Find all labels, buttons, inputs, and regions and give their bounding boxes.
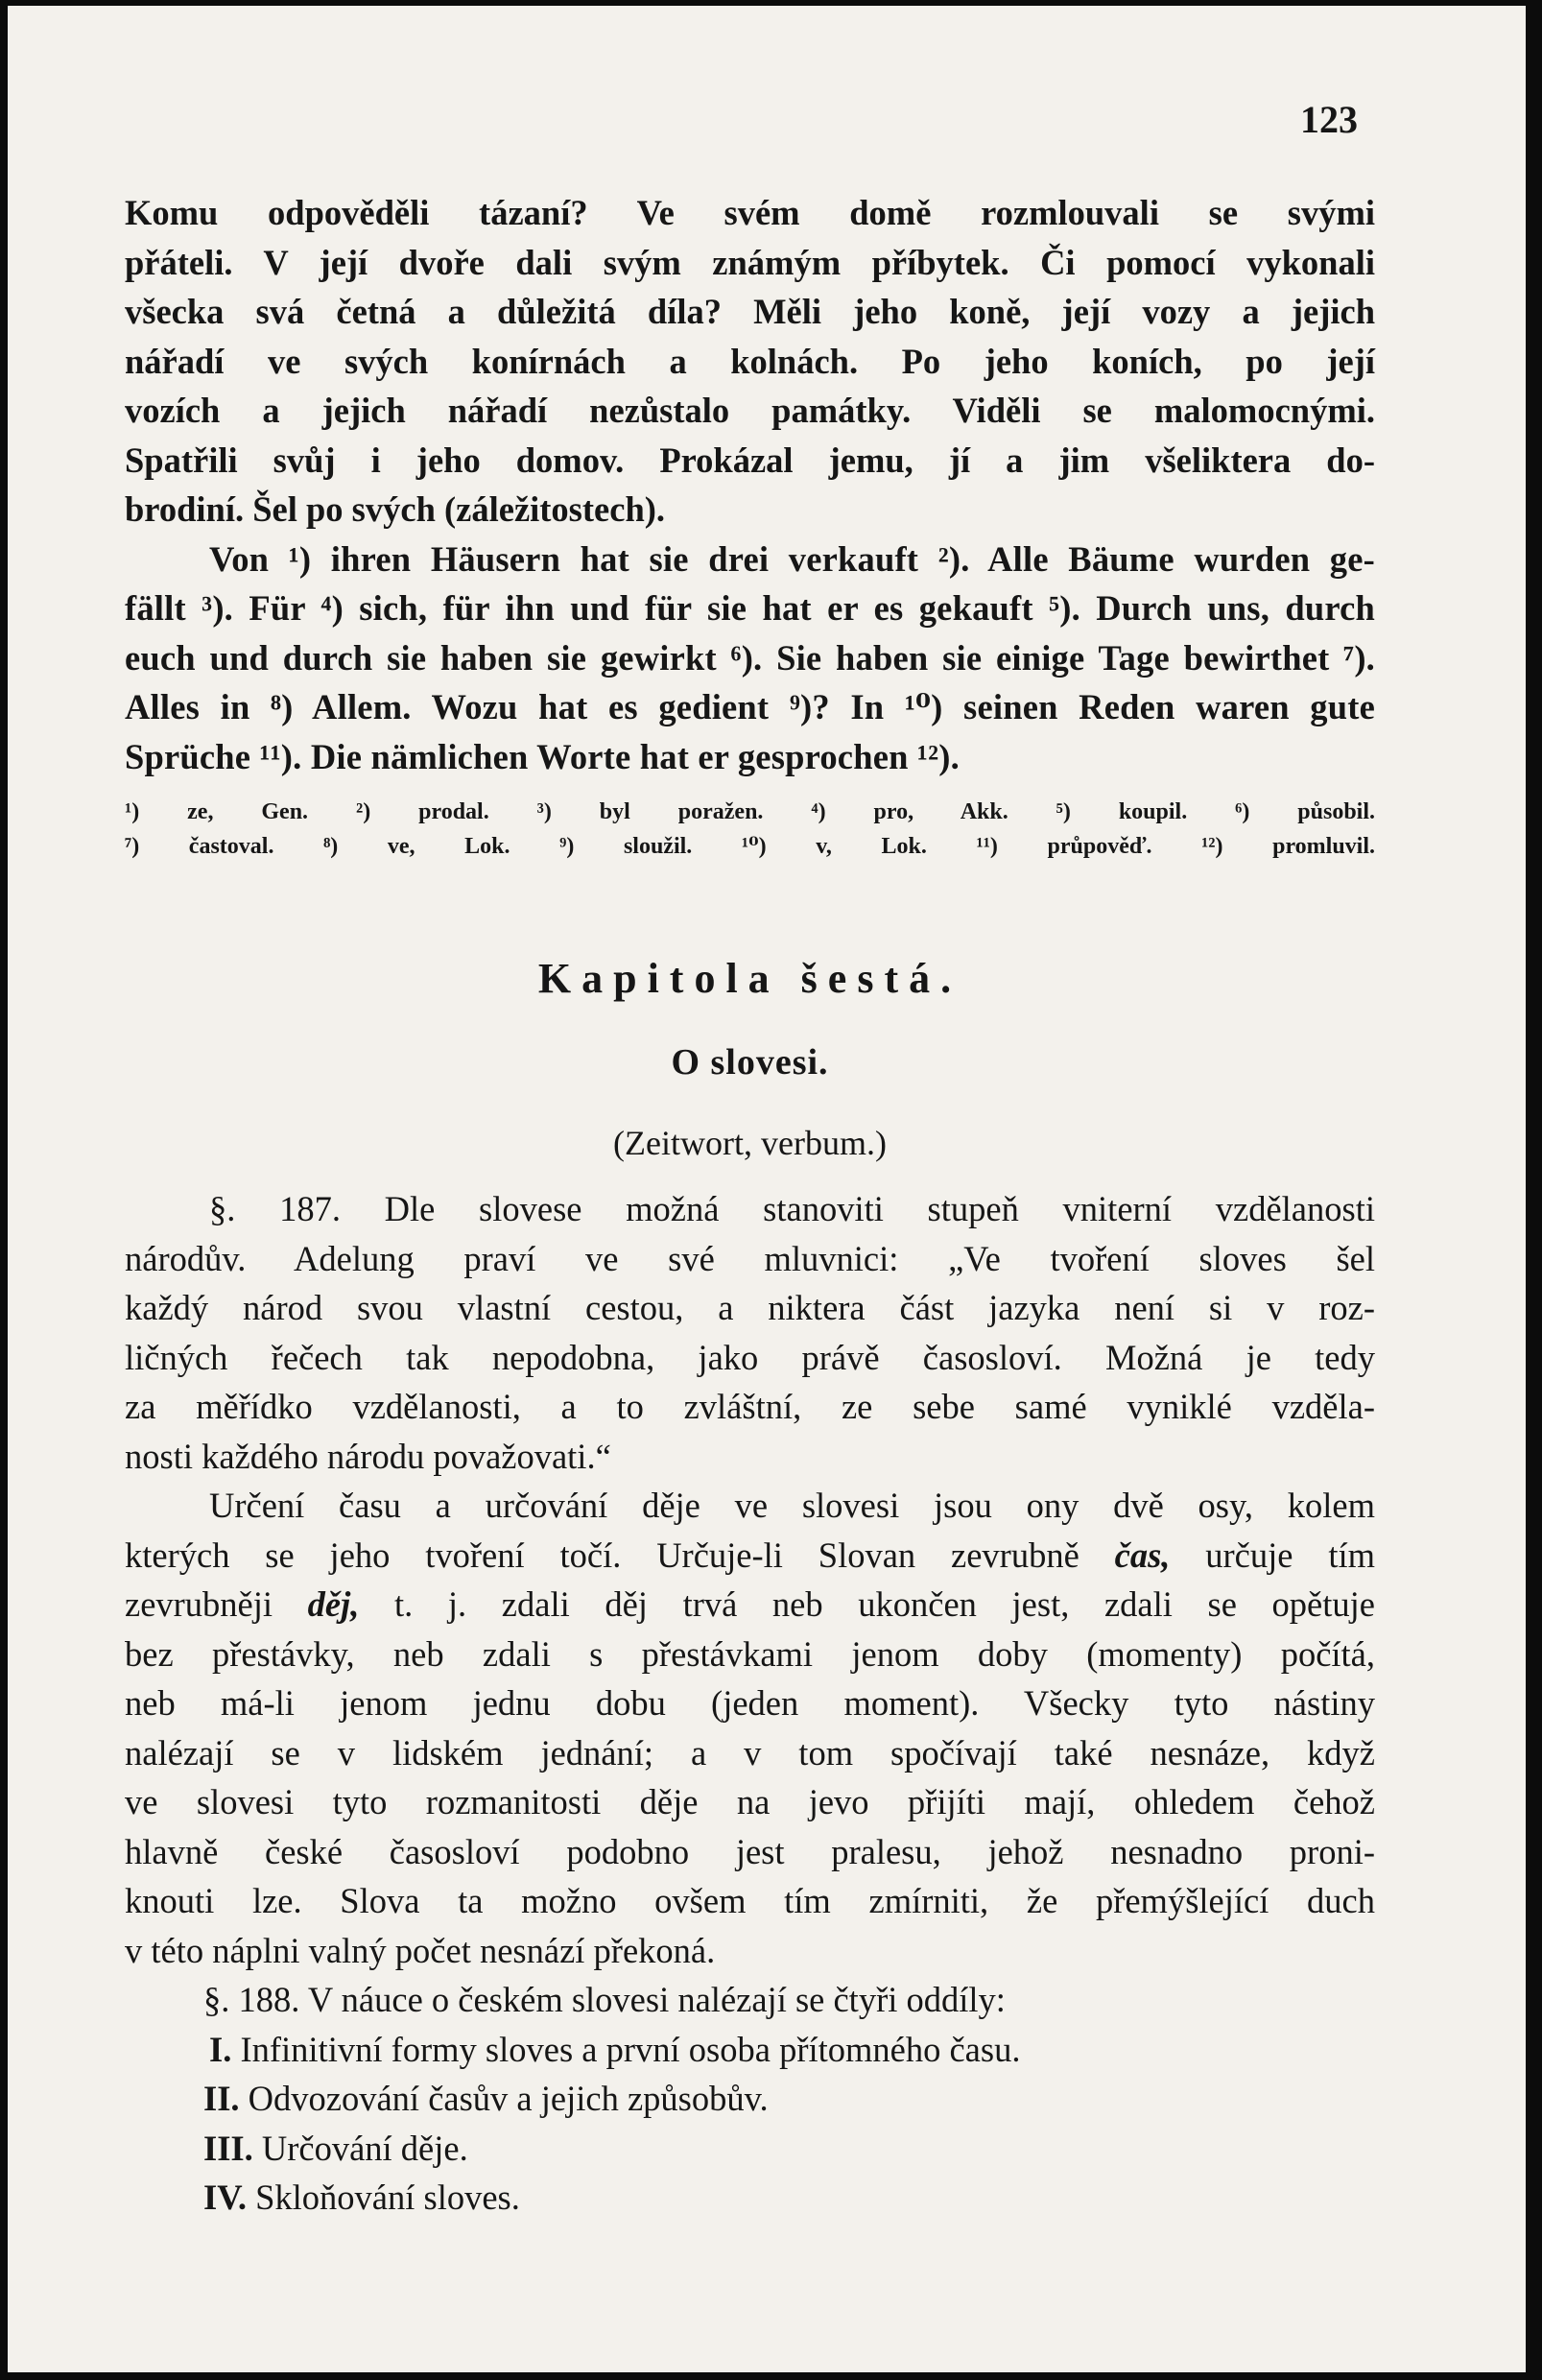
list-item <box>125 2074 1375 2124</box>
paragraph-line: nalézají se v lidském jednání; a v tom spočívají také nesnáze, když <box>125 1732 1375 1773</box>
list-item-text: Skloňování sloves. <box>255 2178 520 2217</box>
paragraph-line: §. 188. V náuce o českém slovesi nalézají se čtyři oddíly: <box>203 1980 1006 2019</box>
section-title: O slovesi. <box>671 1042 829 1083</box>
footnotes <box>125 795 1375 864</box>
german-line: Von ¹) ihren Häusern hat sie drei verkauft ²). Alle Bäume wurden ge- <box>209 538 1375 579</box>
list-item-text: Odvozování časův a jejich způsobův. <box>248 2079 769 2118</box>
paragraph-line: za měřídko vzdělanosti, a to zvláštní, ze sebe samé vyniklé vzděla- <box>125 1387 1375 1426</box>
list-item <box>125 2025 1375 2075</box>
list-item-number: III. <box>203 2128 253 2168</box>
czech-line: Komu odpověděli tázaní? Ve svém domě rozmlouvali se svými <box>125 193 1375 232</box>
paragraph-line: Určení času a určování děje ve slovesi jsou ony dvě osy, kolem <box>209 1486 1375 1525</box>
german-line: Alles in ⁸) Allem. Wozu hat es gedient ⁹)? In ¹⁰) seinen Reden waren gute <box>125 687 1375 726</box>
paragraph-line: neb má-li jenom jednu dobu (jeden moment). Všecky tyto nástiny <box>125 1683 1375 1723</box>
german-exercise <box>125 535 1375 782</box>
czech-exercise <box>125 188 1375 535</box>
paragraph-line: nosti každého národu považovati.“ <box>125 1436 611 1476</box>
paragraph-188 <box>125 1975 1375 2223</box>
footnote-line: ¹) ze, Gen. ²) prodal. ³) byl poražen. ⁴) pro, Akk. ⁵) koupil. ⁶) působil. <box>125 799 1375 824</box>
german-line: euch und durch sie haben sie gewirkt ⁶). Sie haben sie einige Tage bewirthet ⁷). <box>125 637 1375 678</box>
paragraph-187 <box>125 1184 1375 1481</box>
book-page <box>8 6 1526 2372</box>
list-item-number: IV. <box>203 2178 247 2217</box>
text-run: kterých se jeho tvoření točí. Určuje-li Slovan zevrubně <box>125 1535 1115 1575</box>
paragraph-line: hlavně české časosloví podobno jest pralesu, jehož nesnadno proni- <box>125 1831 1375 1871</box>
czech-line: brodiní. Šel po svých (záležitostech). <box>125 489 666 529</box>
paragraph-line: každý národ svou vlastní cestou, a niktera část jazyka není si v roz- <box>125 1288 1375 1327</box>
german-line: fällt ³). Für ⁴) sich, für ihn und für sie hat er es gekauft ⁵). Durch uns, durch <box>125 588 1375 628</box>
german-line: Sprüche ¹¹). Die nämlichen Worte hat er gesprochen ¹²). <box>125 736 960 776</box>
paragraph-line <box>125 1580 1375 1630</box>
list-item <box>125 2173 1375 2223</box>
page-number: 123 <box>1300 98 1358 141</box>
czech-line: Spatřili svůj i jeho domov. Prokázal jemu, jí a jim všeliktera do- <box>125 440 1375 480</box>
paragraph-line: ve slovesi tyto rozmanitosti děje na jevo přijíti mají, ohledem čehož <box>125 1782 1375 1821</box>
paragraph-line: bez přestávky, neb zdali s přestávkami jenom doby (momenty) počítá, <box>125 1633 1375 1674</box>
text-run: t. j. zdali děj trvá neb ukončen jest, zdali se opětuje <box>359 1584 1375 1624</box>
paragraph-time-and-action <box>125 1481 1375 1975</box>
list-item-number: I. <box>209 2029 232 2069</box>
paragraph-line: §. 187. Dle slovese možná stanoviti stupeň vniterní vzdělanosti <box>209 1189 1375 1228</box>
page-text <box>125 188 1375 2223</box>
emphasis-cas: čas, <box>1114 1535 1171 1575</box>
text-run: zevrubněji <box>125 1584 308 1624</box>
list-item-text: Infinitivní formy sloves a první osoba přítomného času. <box>240 2029 1021 2069</box>
list-item-text: Určování děje. <box>261 2128 468 2168</box>
footnote-line: ⁷) častoval. ⁸) ve, Lok. ⁹) sloužil. ¹⁰) v, Lok. ¹¹) průpověď. ¹²) promluvil. <box>125 834 1375 859</box>
paragraph-line <box>125 1531 1375 1581</box>
text-run: určuje tím <box>1170 1535 1375 1575</box>
list-item-number: II. <box>203 2079 240 2118</box>
section-subtitle: (Zeitwort, verbum.) <box>613 1124 887 1162</box>
list-item <box>125 2124 1375 2174</box>
czech-line: vozích a jejich nářadí nezůstalo památky. Viděli se malomocnými. <box>125 391 1375 430</box>
paragraph-line: ličných řečech tak nepodobna, jako právě časosloví. Možná je tedy <box>125 1337 1375 1377</box>
chapter-title: Kapitola šestá. <box>537 955 962 1002</box>
emphasis-dej: děj, <box>307 1584 360 1624</box>
czech-line: nářadí ve svých konírnách a kolnách. Po jeho koních, po její <box>125 341 1375 381</box>
paragraph-line: v této náplni valný počet nesnází překoná. <box>125 1930 716 1970</box>
czech-line: přáteli. V její dvoře dali svým známým příbytek. Či pomocí vykonali <box>125 242 1375 282</box>
paragraph-line: knouti lze. Slova ta možno ovšem tím zmírniti, že přemýšlející duch <box>125 1881 1375 1920</box>
czech-line: všecka svá četná a důležitá díla? Měli jeho koně, její vozy a jejich <box>125 292 1375 331</box>
paragraph-line: národův. Adelung praví ve své mluvnici: „Ve tvoření sloves šel <box>125 1238 1375 1278</box>
